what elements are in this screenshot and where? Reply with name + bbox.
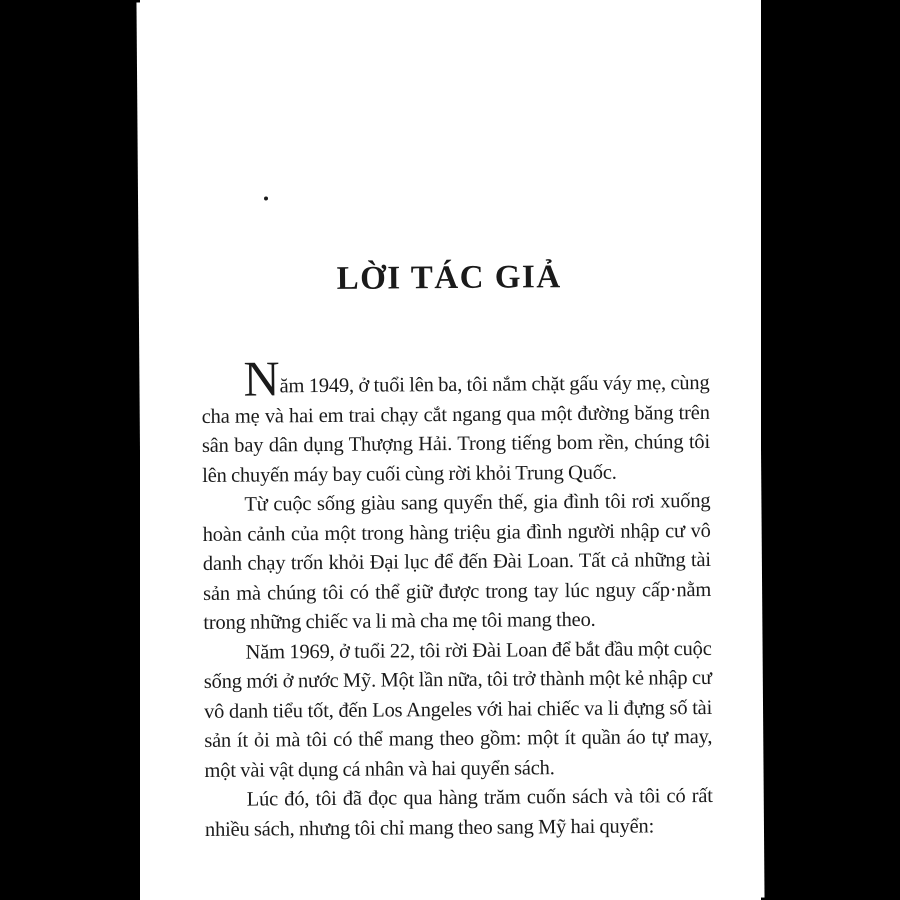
left-margin-bar [0, 0, 140, 900]
chapter-title: LỜI TÁC GIẢ [336, 259, 562, 297]
ink-speck [264, 196, 268, 200]
paragraph-4: Lúc đó, tôi đã đọc qua hàng trăm cuốn sách và tôi có rất nhiều sách, nhưng tôi chỉ mang theo sang Mỹ hai quyển: [204, 784, 713, 841]
book-page [136, 0, 764, 900]
paragraph-1-text: ăm 1949, ở tuổi lên ba, tôi nắm chặt gấu váy mẹ, cùng cha mẹ và hai em trai chạy cắt ngang qua một đường băng trên sân bay dân dụng Thượng Hải. Trong tiếng bom rền, chúng tôi lên chuyến máy bay cuối cùng rời khỏi Trung Quốc. [201, 371, 711, 487]
paragraph-2: Từ cuộc sống giàu sang quyển thế, gia đình tôi rơi xuống hoàn cảnh của một trong hàng triệu gia đình người nhập cư vô danh chạy trốn khỏi Đại lục để đến Đài Loan. Tất cả những tài sản mà chúng tôi có thể giữ được trong tay lúc nguy cấp·nằm trong những chiếc va li mà cha mẹ tôi mang theo. [202, 489, 712, 634]
right-margin-bar [761, 0, 900, 900]
drop-cap: N [243, 350, 280, 407]
body-text [201, 350, 713, 845]
paragraph-1 [201, 350, 711, 491]
paragraph-3: Năm 1969, ở tuổi 22, tôi rời Đài Loan để bắt đầu một cuộc sống mới ở nước Mỹ. Một lần nữa, tôi trở thành một kẻ nhập cư vô danh tiểu tốt, đến Los Angeles với hai chiếc va li đựng số tài sản ít ỏi mà tôi có thể mang theo gồm: một ít quần áo tự may, một vài vật dụng cá nhân và hai quyển sách. [203, 637, 713, 782]
